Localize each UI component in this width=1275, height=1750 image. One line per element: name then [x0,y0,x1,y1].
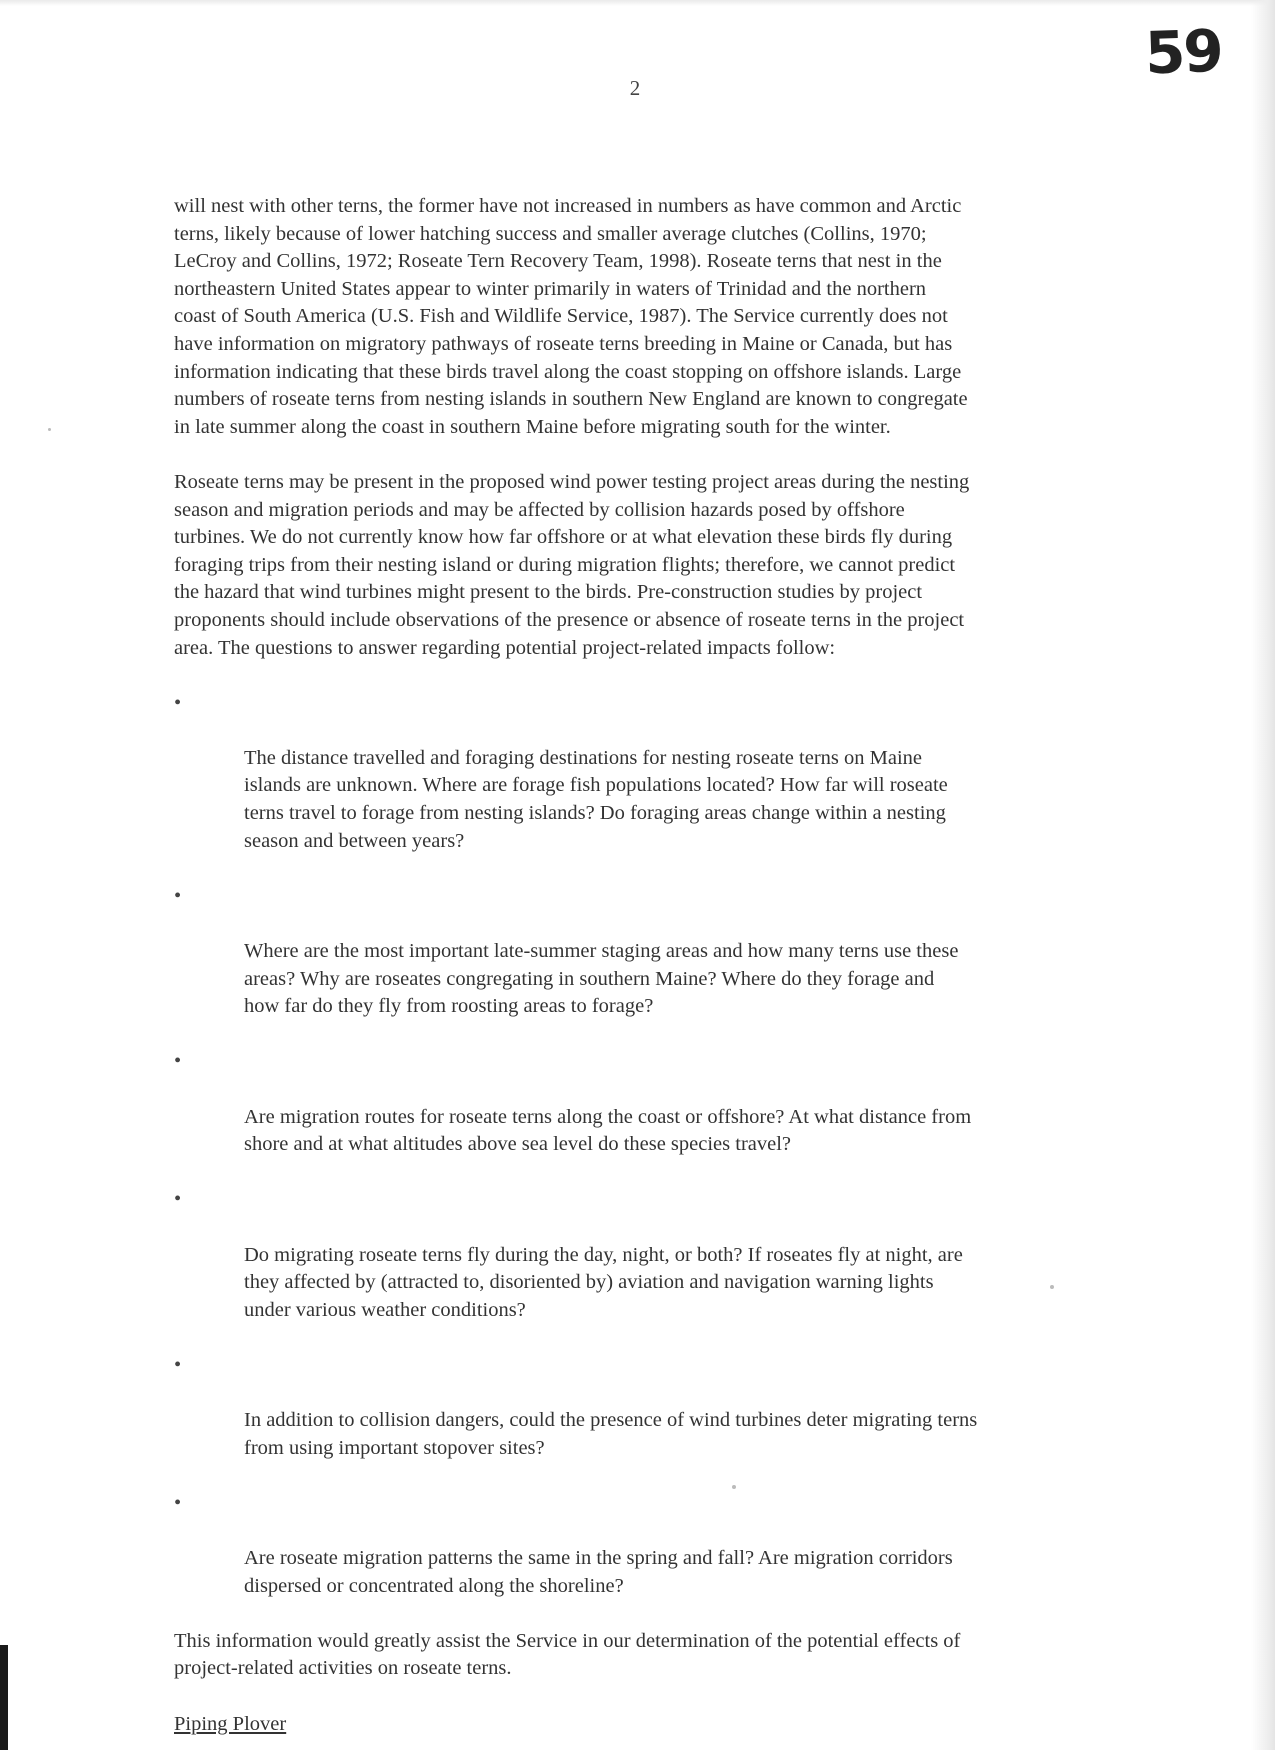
questions-list [174,690,1094,1601]
bullet-icon: • [174,1491,182,1514]
list-item [174,883,1094,1021]
list-item-text: Are roseate migration patterns the same in the spring and fall? Are migration corridors dispersed or concentrated along the shoreline? [244,1547,953,1597]
list-item-text: In addition to collision dangers, could the presence of wind turbines deter migrating terns from using important stopover sites? [244,1409,978,1459]
list-item-text: The distance travelled and foraging destinations for nesting roseate terns on Maine islands are unknown. Where are forage fish populations located? How far will roseate terns travel to forage from nesting islands? Do foraging areas change within a nesting season and between years? [244,746,948,852]
list-item [174,1048,1094,1158]
document-body [174,193,1094,1738]
list-item-text: Are migration routes for roseate terns along the coast or offshore? At what distance from shore and at what altitudes above sea level do these species travel? [244,1105,972,1156]
page-number: 2 [629,76,641,100]
list-item [174,1352,1094,1462]
paragraph-closing: This information would greatly assist the Service in our determination of the potential effects of project-related activities on roseate terns. [174,1629,961,1680]
scan-left-mark [0,1645,8,1750]
paragraph-roseate-background: will nest with other terns, the former have not increased in numbers as have common and Arctic terns, likely because of lower hatching success and smaller average clutches (Collins, 1970; LeCroy and Collins, 1972; Roseate Tern Recovery Team, 1998). Roseate terns that nest in the northeastern United States appear to winter primarily in waters of Trinidad and the northern coast of South America (U.S. Fish and Wildlife Service, 1987). The Service currently does not have information on migratory pathways of roseate terns breeding in Maine or Canada, but has information indicating that these birds travel along the coast stopping on offshore islands. Large numbers of roseate terns from nesting islands in southern New England are known to congregate in late summer along the coast in southern Maine before migrating south for the winter. [174,195,968,438]
bullet-icon: • [174,691,182,714]
paragraph-roseate-hazards: Roseate terns may be present in the proposed wind power testing project areas during the nesting season and migration periods and may be affected by collision hazards posed by offshore turbines. We do not currently know how far offshore or at what elevation these birds fly during foraging trips from their nesting island or during migration flights; therefore, we cannot predict the hazard that wind turbines might present to the birds. Pre-construction studies by project proponents should include observations of the presence or absence of roseate terns in the project area. The questions to answer regarding potential project-related impacts follow: [174,470,970,659]
list-item [174,1490,1094,1600]
bullet-icon: • [174,1188,182,1211]
list-item-text: Do migrating roseate terns fly during the day, night, or both? If roseates fly at night, are they affected by (attracted to, disoriented by) aviation and navigation warning lights under various weather conditions? [244,1243,963,1321]
section-heading-piping-plover: Piping Plover [174,1712,287,1735]
list-item [174,690,1094,856]
scan-top-edge [0,0,1275,6]
list-item-text: Where are the most important late-summer staging areas and how many terns use these areas? Why are roseates congregating in southern Maine? Where do they forage and how far do they fly from roosting areas to forage? [244,940,959,1018]
scan-right-edge [1251,0,1275,1750]
handwritten-page-stamp: 59 [1143,16,1223,88]
bullet-icon: • [174,1353,182,1376]
bullet-icon: • [174,1050,182,1073]
list-item [174,1186,1094,1324]
bullet-icon: • [174,884,182,907]
scan-speck [48,428,51,431]
